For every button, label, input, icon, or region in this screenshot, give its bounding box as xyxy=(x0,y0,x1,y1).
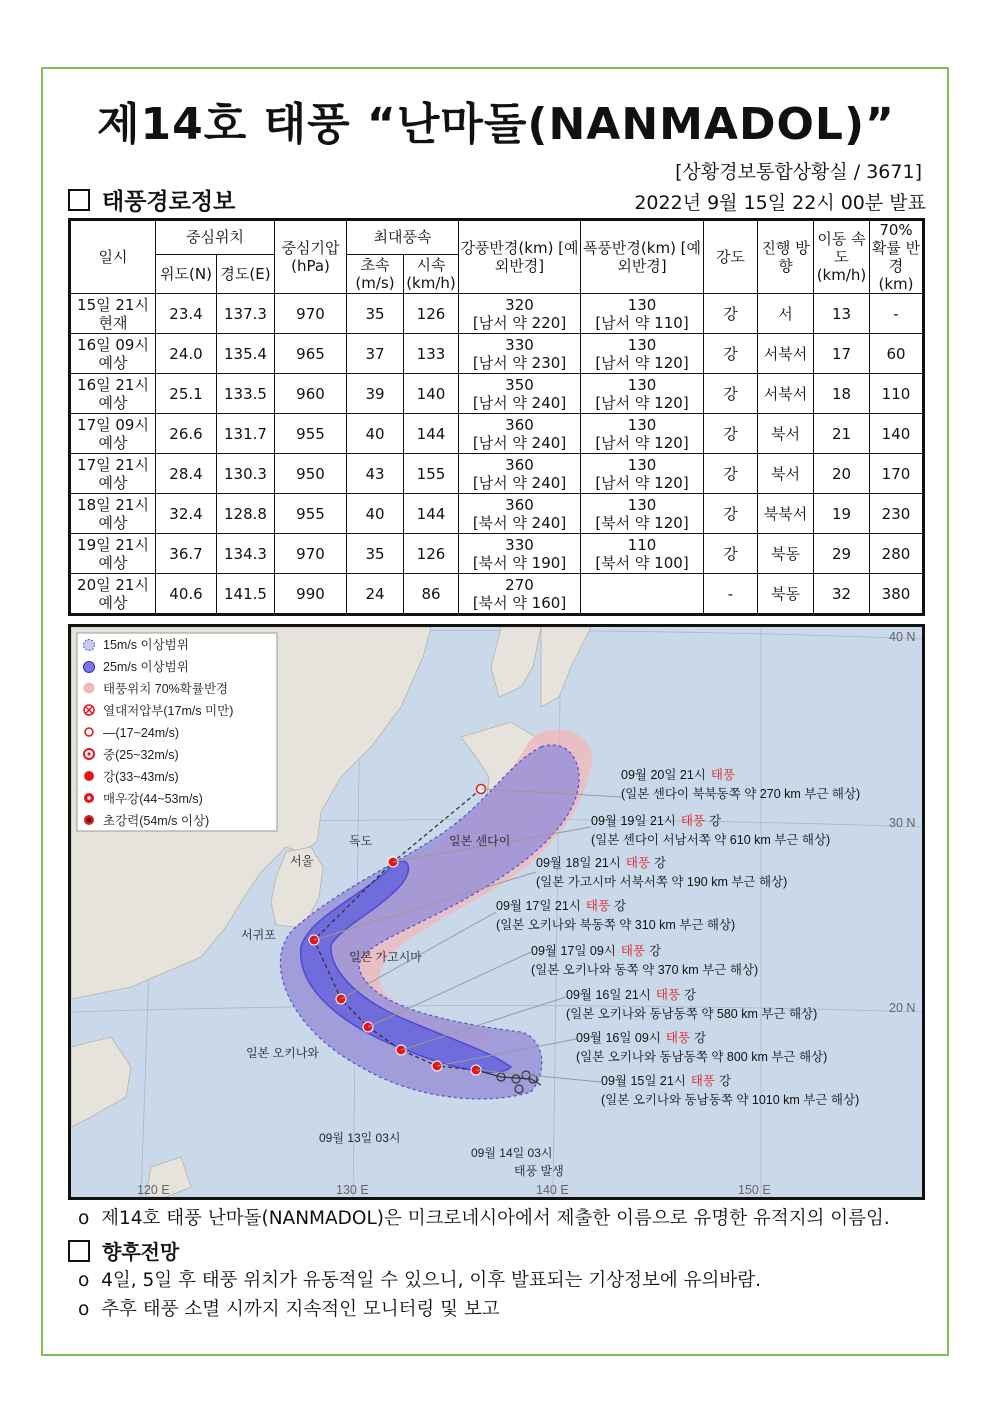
place-okinawa: 일본 오키나와 xyxy=(246,1046,319,1060)
cell-prob: 110 xyxy=(870,374,924,414)
gale-exception: [남서 약 240] xyxy=(472,393,567,412)
cell-pres: 950 xyxy=(275,454,347,494)
cell-prob: 380 xyxy=(870,574,924,615)
cell-int: 강 xyxy=(704,374,758,414)
time-line2: 예상 xyxy=(98,513,128,532)
track-annotation-title xyxy=(531,943,661,958)
lon-label-140: 140 E xyxy=(536,1183,569,1197)
cell-spd: 20 xyxy=(814,454,870,494)
cell-kmh: 144 xyxy=(404,494,459,534)
cell-lon: 135.4 xyxy=(217,334,275,374)
cell-spd: 21 xyxy=(814,414,870,454)
annotation-keyword: 태풍 xyxy=(655,988,681,1002)
table-row xyxy=(70,494,924,534)
header-intensity: 강도 xyxy=(704,220,758,294)
section-track-heading xyxy=(68,183,235,216)
outlook-text-1: 4일, 5일 후 태풍 위치가 유동적일 수 있으니, 이후 발표되는 기상정보에 유의바람. xyxy=(101,1270,761,1291)
place-sendai: 일본 센다이 xyxy=(449,834,511,848)
time-line1: 16일 21시 xyxy=(77,375,149,394)
cell-pres: 960 xyxy=(275,374,347,414)
cell-gale-radius xyxy=(459,454,581,494)
legend-label: 25m/s 이상범위 xyxy=(103,660,189,674)
cell-gale-radius xyxy=(459,374,581,414)
cell-pres: 955 xyxy=(275,414,347,454)
cell-pres: 970 xyxy=(275,294,347,334)
track-annotation-desc: (일본 오키나와 동남동쪽 약 1010 km 부근 해상) xyxy=(601,1093,860,1107)
bullet: o xyxy=(78,1299,90,1320)
header-lat: 위도(N) xyxy=(156,254,217,293)
time-line2: 예상 xyxy=(98,353,128,372)
cell-lat: 32.4 xyxy=(156,494,217,534)
cell-int: 강 xyxy=(704,494,758,534)
annotation-grade: 강 xyxy=(614,899,627,913)
table-row xyxy=(70,534,924,574)
cell-gale-radius xyxy=(459,294,581,334)
cell-dir: 북동 xyxy=(758,534,814,574)
cell-kmh: 86 xyxy=(404,574,459,615)
time-line2: 예상 xyxy=(98,393,128,412)
cell-int: 강 xyxy=(704,534,758,574)
annotation-grade: 강 xyxy=(709,814,722,828)
annotation-date: 09월 18일 21시 xyxy=(536,856,621,870)
storm-main: 110 xyxy=(627,535,657,554)
cell-storm-radius xyxy=(581,294,704,334)
cell-lon: 130.3 xyxy=(217,454,275,494)
cell-ms: 24 xyxy=(347,574,404,615)
cell-dir: 서북서 xyxy=(758,374,814,414)
cell-lon: 137.3 xyxy=(217,294,275,334)
header-time: 일시 xyxy=(70,220,156,294)
track-annotation-desc: (일본 센다이 북북동쪽 약 270 km 부근 해상) xyxy=(621,787,861,801)
storm-exception: [북서 약 120] xyxy=(595,513,689,532)
track-annotation-desc: (일본 오키나와 북동쪽 약 310 km 부근 해상) xyxy=(496,918,736,932)
cell-int: 강 xyxy=(704,454,758,494)
checkbox-square-icon xyxy=(68,1240,90,1262)
storm-main: 130 xyxy=(627,415,657,434)
checkbox-square-icon xyxy=(68,189,90,211)
section-outlook-heading xyxy=(68,1236,179,1265)
storm-exception: [남서 약 120] xyxy=(595,433,689,452)
annotation-date: 09월 16일 09시 xyxy=(576,1031,661,1045)
cell-int: 강 xyxy=(704,334,758,374)
cell-storm-radius xyxy=(581,374,704,414)
time-line1: 18일 21시 xyxy=(77,495,149,514)
cell-dir: 북북서 xyxy=(758,494,814,534)
cell-prob: - xyxy=(870,294,924,334)
header-ms: 초속 (m/s) xyxy=(347,254,404,293)
gale-exception: [북서 약 240] xyxy=(472,513,567,532)
past-point-label-1: 09월 13일 03시 xyxy=(319,1131,401,1145)
section-outlook-label: 향후전망 xyxy=(102,1240,180,1264)
storm-exception: [남서 약 120] xyxy=(595,353,689,372)
table-row xyxy=(70,334,924,374)
annotation-date: 09월 19일 21시 xyxy=(591,814,676,828)
lon-label-120: 120 E xyxy=(137,1183,170,1197)
cell-int: 강 xyxy=(704,294,758,334)
cell-pres: 955 xyxy=(275,494,347,534)
cell-storm-radius xyxy=(581,334,704,374)
track-annotation-desc: (일본 오키나와 동쪽 약 370 km 부근 해상) xyxy=(531,963,759,977)
legend-label: 초강력(54m/s 이상) xyxy=(103,814,210,828)
cell-prob: 60 xyxy=(870,334,924,374)
table-row xyxy=(70,294,924,334)
annotation-grade: 강 xyxy=(684,988,697,1002)
annotation-date: 09월 20일 21시 xyxy=(621,768,706,782)
cell-spd: 32 xyxy=(814,574,870,615)
time-line1: 19일 21시 xyxy=(77,535,149,554)
cell-spd: 18 xyxy=(814,374,870,414)
cell-gale-radius xyxy=(459,494,581,534)
legend-label: 중(25~32m/s) xyxy=(103,748,179,762)
cell-gale-radius xyxy=(459,574,581,615)
cell-kmh: 126 xyxy=(404,534,459,574)
cell-ms: 40 xyxy=(347,414,404,454)
header-pressure: 중심기압 (hPa) xyxy=(275,220,347,294)
typhoon-track-table xyxy=(68,218,925,616)
cell-lon: 141.5 xyxy=(217,574,275,615)
past-point-label-2a: 09월 14일 03시 xyxy=(471,1146,553,1160)
cell-time xyxy=(70,454,156,494)
header-center: 중심위치 xyxy=(156,220,275,255)
cell-prob: 280 xyxy=(870,534,924,574)
storm-main: 130 xyxy=(627,495,657,514)
lat-label-40: 40 N xyxy=(889,630,916,644)
section-track-label: 태풍경로정보 xyxy=(102,189,236,215)
header-kmh: 시속 (km/h) xyxy=(404,254,459,293)
gale-main: 360 xyxy=(505,455,534,474)
track-annotation-desc: (일본 가고시마 서북서쪽 약 190 km 부근 해상) xyxy=(536,875,788,889)
cell-lat: 40.6 xyxy=(156,574,217,615)
cell-prob: 230 xyxy=(870,494,924,534)
bullet: o xyxy=(78,1270,90,1291)
storm-exception: [남서 약 110] xyxy=(595,313,689,332)
cell-dir: 북서 xyxy=(758,454,814,494)
cell-storm-radius xyxy=(581,454,704,494)
time-line1: 16일 09시 xyxy=(77,335,149,354)
cell-pres: 990 xyxy=(275,574,347,615)
time-line2: 예상 xyxy=(98,553,128,572)
lat-label-30: 30 N xyxy=(889,816,916,830)
gale-main: 330 xyxy=(505,535,534,554)
issue-time: 2022년 9월 15일 22시 00분 발표 xyxy=(634,192,926,214)
place-dokdo: 독도 xyxy=(349,834,373,848)
cell-ms: 43 xyxy=(347,454,404,494)
annotation-grade: 강 xyxy=(694,1031,707,1045)
annotation-keyword: 태풍 xyxy=(680,814,706,828)
gale-exception: [남서 약 230] xyxy=(472,353,567,372)
cell-lat: 24.0 xyxy=(156,334,217,374)
cell-lat: 36.7 xyxy=(156,534,217,574)
gale-exception: [남서 약 240] xyxy=(472,433,567,452)
cell-time xyxy=(70,334,156,374)
track-annotation-title xyxy=(601,1073,731,1088)
cell-dir: 서북서 xyxy=(758,334,814,374)
cell-lon: 134.3 xyxy=(217,534,275,574)
name-note xyxy=(78,1204,890,1230)
cell-storm-radius xyxy=(581,534,704,574)
track-annotation-title xyxy=(496,898,626,913)
cell-ms: 35 xyxy=(347,294,404,334)
typhoon-track-map xyxy=(68,624,925,1200)
annotation-keyword: 태풍 xyxy=(710,768,736,782)
cell-pres: 965 xyxy=(275,334,347,374)
time-line2: 예상 xyxy=(98,593,128,612)
legend-label: 15m/s 이상범위 xyxy=(103,638,189,652)
table-row xyxy=(70,414,924,454)
storm-main: 130 xyxy=(627,335,657,354)
legend-label: 매우강(44~53m/s) xyxy=(103,792,203,806)
cell-dir: 서 xyxy=(758,294,814,334)
cell-time xyxy=(70,414,156,454)
cell-int: - xyxy=(704,574,758,615)
time-line1: 17일 21시 xyxy=(77,455,149,474)
annotation-keyword: 태풍 xyxy=(585,899,611,913)
cell-time xyxy=(70,574,156,615)
gale-main: 330 xyxy=(505,335,534,354)
lon-label-150: 150 E xyxy=(738,1183,771,1197)
gale-main: 360 xyxy=(505,495,534,514)
cell-dir: 북서 xyxy=(758,414,814,454)
track-annotation-desc: (일본 오키나와 동남동쪽 약 800 km 부근 해상) xyxy=(576,1050,828,1064)
header-lon: 경도(E) xyxy=(217,254,275,293)
bullet: o xyxy=(78,1208,90,1229)
cell-spd: 19 xyxy=(814,494,870,534)
outlook-item-1 xyxy=(78,1266,761,1292)
header-prob-radius: 70% 확률 반경 (km) xyxy=(870,220,924,294)
track-annotation-desc: (일본 센다이 서남서쪽 약 610 km 부근 해상) xyxy=(591,833,831,847)
storm-main: 130 xyxy=(627,295,657,314)
cell-ms: 39 xyxy=(347,374,404,414)
cell-time xyxy=(70,534,156,574)
legend-label: 열대저압부(17m/s 미만) xyxy=(103,704,234,718)
gale-exception: [북서 약 190] xyxy=(472,553,567,572)
legend-label: —(17~24m/s) xyxy=(103,726,180,740)
cell-storm-radius xyxy=(581,574,704,615)
annotation-keyword: 태풍 xyxy=(690,1074,716,1088)
cell-gale-radius xyxy=(459,334,581,374)
cell-kmh: 155 xyxy=(404,454,459,494)
gale-main: 270 xyxy=(505,575,534,594)
outlook-text-2: 추후 태풍 소멸 시까지 지속적인 모니터링 및 보고 xyxy=(101,1299,500,1320)
cell-spd: 29 xyxy=(814,534,870,574)
storm-exception: [북서 약 100] xyxy=(595,553,689,572)
annotation-keyword: 태풍 xyxy=(665,1031,691,1045)
gale-exception: [남서 약 240] xyxy=(472,473,567,492)
annotation-keyword: 태풍 xyxy=(625,856,651,870)
time-line2: 예상 xyxy=(98,433,128,452)
cell-storm-radius xyxy=(581,494,704,534)
cell-pres: 970 xyxy=(275,534,347,574)
cell-lat: 23.4 xyxy=(156,294,217,334)
cell-lat: 28.4 xyxy=(156,454,217,494)
cell-time xyxy=(70,374,156,414)
gale-exception: [북서 약 160] xyxy=(472,593,567,612)
cell-ms: 37 xyxy=(347,334,404,374)
header-gale-radius: 강풍반경(km) [예외반경] xyxy=(459,220,581,294)
page-title: 제14호 태풍 “난마돌(NANMADOL)” xyxy=(97,99,895,150)
annotation-date: 09월 17일 21시 xyxy=(496,899,581,913)
cell-spd: 13 xyxy=(814,294,870,334)
gale-main: 360 xyxy=(505,415,534,434)
lon-label-130: 130 E xyxy=(336,1183,369,1197)
track-annotation-title xyxy=(621,767,735,782)
time-line1: 17일 09시 xyxy=(77,415,149,434)
cell-lat: 25.1 xyxy=(156,374,217,414)
header-maxwind: 최대풍속 xyxy=(347,220,459,255)
track-annotation-title xyxy=(591,813,721,828)
annotation-keyword: 태풍 xyxy=(620,944,646,958)
time-line1: 15일 21시 xyxy=(77,295,149,314)
storm-exception: [남서 약 120] xyxy=(595,473,689,492)
gale-main: 320 xyxy=(505,295,534,314)
cell-storm-radius xyxy=(581,414,704,454)
place-seoul: 서울 xyxy=(290,854,314,868)
past-point-label-2b: 태풍 발생 xyxy=(514,1164,564,1178)
cell-kmh: 140 xyxy=(404,374,459,414)
track-annotation-title xyxy=(536,855,666,870)
legend-label: 태풍위치 70%확률반경 xyxy=(103,682,229,696)
place-seogwipo: 서귀포 xyxy=(241,928,276,942)
outlook-item-2 xyxy=(78,1295,500,1321)
annotation-date: 09월 15일 21시 xyxy=(601,1074,686,1088)
annotation-date: 09월 16일 21시 xyxy=(566,988,651,1002)
cell-prob: 170 xyxy=(870,454,924,494)
lat-label-20: 20 N xyxy=(889,1001,916,1015)
header-storm-radius: 폭풍반경(km) [예외반경] xyxy=(581,220,704,294)
legend-label: 강(33~43m/s) xyxy=(103,770,179,784)
cell-ms: 40 xyxy=(347,494,404,534)
cell-kmh: 144 xyxy=(404,414,459,454)
cell-lon: 133.5 xyxy=(217,374,275,414)
gale-main: 350 xyxy=(505,375,534,394)
track-annotation-title xyxy=(576,1030,706,1045)
place-kagoshima: 일본 가고시마 xyxy=(349,950,422,964)
header-speed: 이동 속도 (km/h) xyxy=(814,220,870,294)
track-annotation-desc: (일본 오키나와 동남동쪽 약 580 km 부근 해상) xyxy=(566,1007,818,1021)
time-line1: 20일 21시 xyxy=(77,575,149,594)
cell-time xyxy=(70,494,156,534)
office-contact: [상황경보통합상황실 / 3671] xyxy=(675,161,922,183)
annotation-date: 09월 17일 09시 xyxy=(531,944,616,958)
cell-int: 강 xyxy=(704,414,758,454)
storm-main: 130 xyxy=(627,455,657,474)
annotation-grade: 강 xyxy=(654,856,667,870)
header-direction: 진행 방향 xyxy=(758,220,814,294)
cell-gale-radius xyxy=(459,414,581,454)
cell-dir: 북동 xyxy=(758,574,814,615)
cell-gale-radius xyxy=(459,534,581,574)
cell-time xyxy=(70,294,156,334)
cell-lat: 26.6 xyxy=(156,414,217,454)
time-line2: 현재 xyxy=(98,313,128,332)
table-row xyxy=(70,454,924,494)
cell-spd: 17 xyxy=(814,334,870,374)
table-row xyxy=(70,374,924,414)
time-line2: 예상 xyxy=(98,473,128,492)
cell-lon: 128.8 xyxy=(217,494,275,534)
annotation-grade: 강 xyxy=(649,944,662,958)
track-annotation-title xyxy=(566,987,696,1002)
cell-ms: 35 xyxy=(347,534,404,574)
cell-kmh: 126 xyxy=(404,294,459,334)
annotation-grade: 강 xyxy=(719,1074,732,1088)
cell-lon: 131.7 xyxy=(217,414,275,454)
name-note-text: 제14호 태풍 난마돌(NANMADOL)은 미크로네시아에서 제출한 이름으로 유명한 유적지의 이름임. xyxy=(101,1208,890,1229)
table-row xyxy=(70,574,924,615)
gale-exception: [남서 약 220] xyxy=(472,313,567,332)
cell-kmh: 133 xyxy=(404,334,459,374)
cell-prob: 140 xyxy=(870,414,924,454)
storm-exception: [남서 약 120] xyxy=(595,393,689,412)
storm-main: 130 xyxy=(627,375,657,394)
